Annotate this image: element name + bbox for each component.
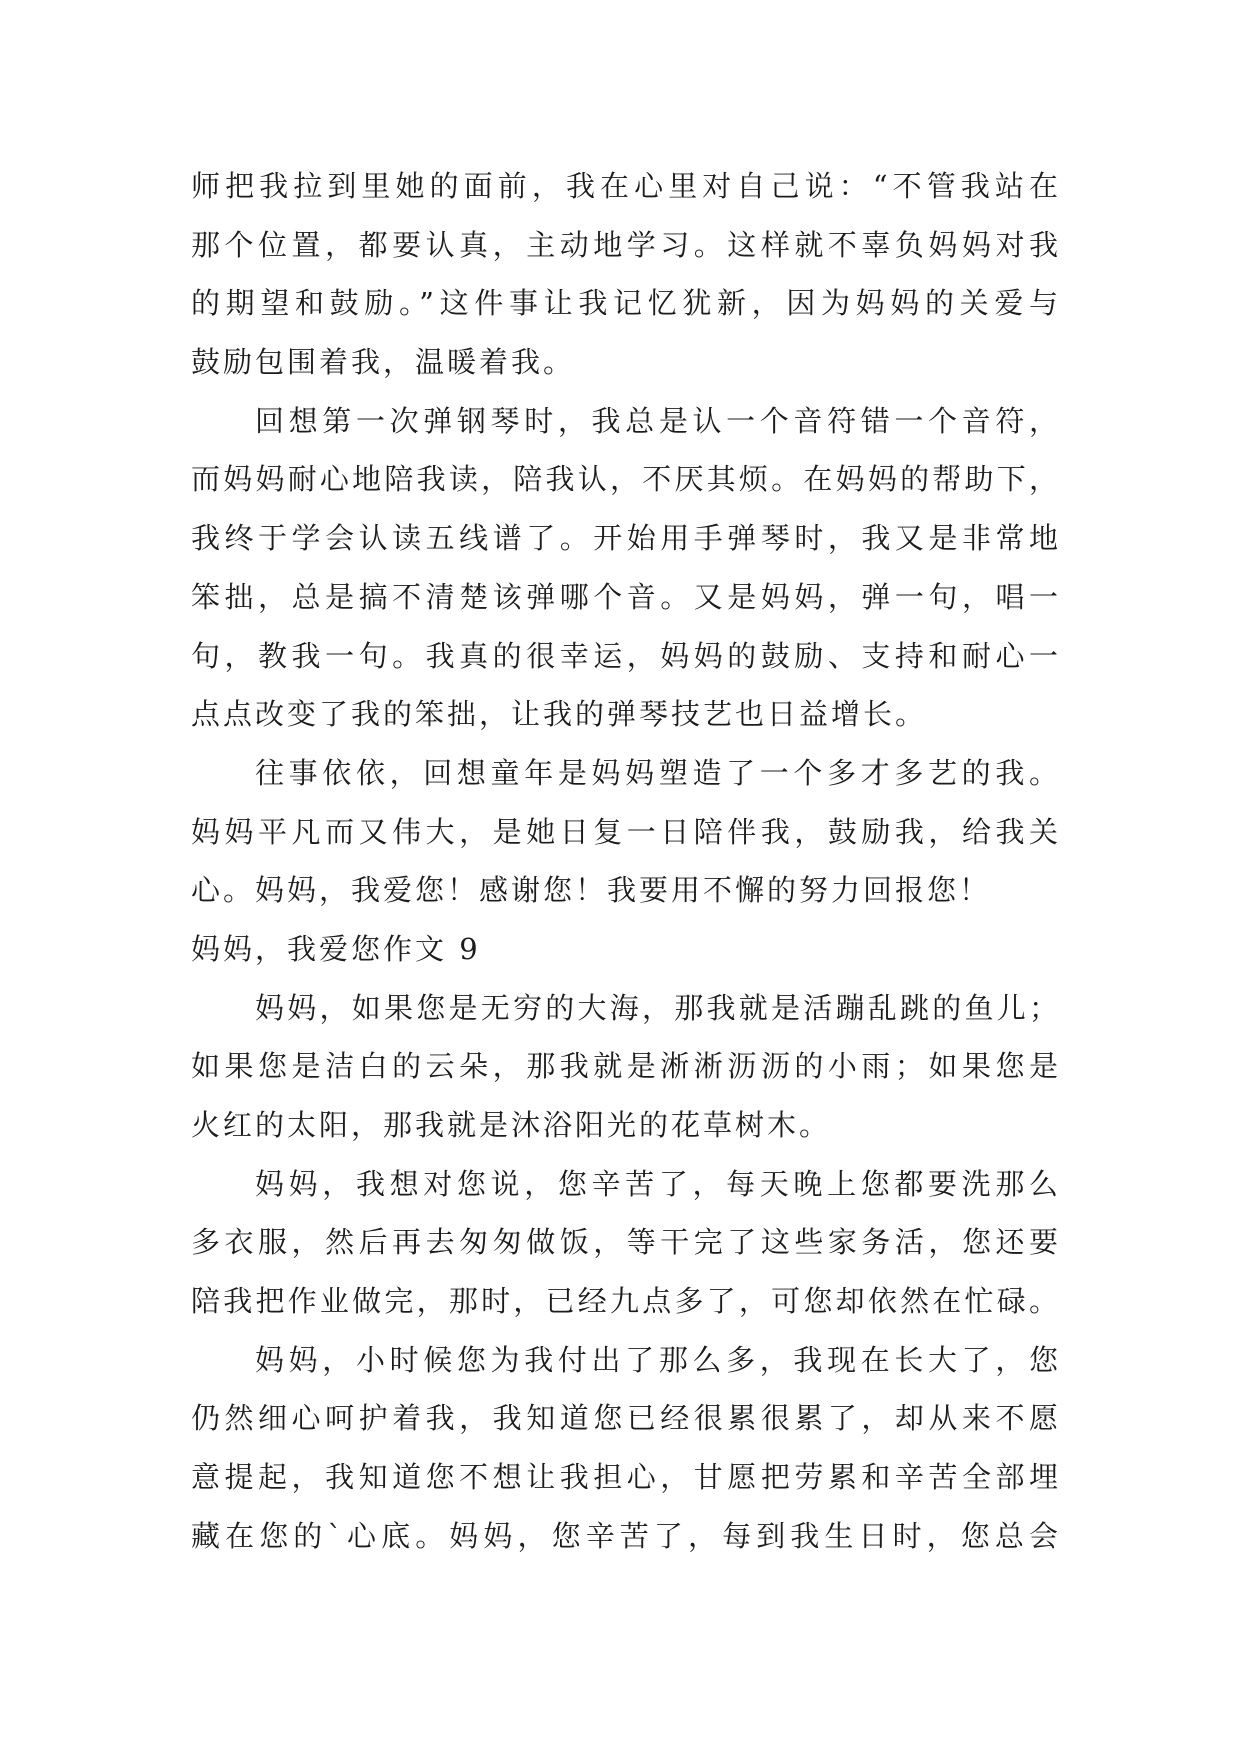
text-line: 妈妈平凡而又伟大，是她日复一日陪伴我，鼓励我，给我关 xyxy=(191,814,1061,849)
text-line: 意提起，我知道您不想让我担心，甘愿把劳累和辛苦全部埋 xyxy=(191,1460,1061,1495)
text-line: 鼓励包围着我，温暖着我。 xyxy=(191,345,576,380)
text-line: 点点改变了我的笨拙，让我的弹琴技艺也日益增长。 xyxy=(191,697,928,732)
text-line: 笨拙，总是搞不清楚该弹哪个音。又是妈妈，弹一句，唱一 xyxy=(191,579,1061,614)
paragraph xyxy=(191,1155,1061,1331)
text-line: 的期望和鼓励。”这件事让我记忆犹新，因为妈妈的关爱与 xyxy=(191,286,1061,321)
paragraph xyxy=(191,979,1061,1155)
paragraph xyxy=(191,392,1061,744)
text-line: 句，教我一句。我真的很幸运，妈妈的鼓励、支持和耐心一 xyxy=(191,638,1061,673)
text-line: 多衣服，然后再去匆匆做饭，等干完了这些家务活，您还要 xyxy=(191,1225,1061,1260)
section-heading: 妈妈，我爱您作文 9 xyxy=(191,931,481,966)
text-line: 那个位置，都要认真，主动地学习。这样就不辜负妈妈对我 xyxy=(191,227,1061,262)
text-line: 妈妈，如果您是无穷的大海，那我就是活蹦乱跳的鱼儿； xyxy=(255,990,1061,1025)
text-line: 陪我把作业做完，那时，已经九点多了，可您却依然在忙碌。 xyxy=(191,1284,1061,1319)
text-line: 火红的太阳，那我就是沐浴阳光的花草树木。 xyxy=(191,1108,832,1142)
text-line: 仍然细心呵护着我，我知道您已经很累很累了，却从来不愿 xyxy=(191,1401,1061,1436)
text-line: 师把我拉到里她的面前，我在心里对自己说：“不管我站在 xyxy=(191,169,1061,203)
text-line: 心。妈妈，我爱您！感谢您！我要用不懈的努力回报您！ xyxy=(191,873,992,908)
text-line: 妈妈，我想对您说，您辛苦了，每天晚上您都要洗那么 xyxy=(255,1166,1061,1201)
text-line: 如果您是洁白的云朵，那我就是淅淅沥沥的小雨；如果您是 xyxy=(191,1049,1061,1084)
paragraph xyxy=(191,744,1061,920)
text-line: 藏在您的`心底。妈妈，您辛苦了，每到我生日时，您总会 xyxy=(191,1518,1061,1553)
text-line: 而妈妈耐心地陪我读，陪我认，不厌其烦。在妈妈的帮助下， xyxy=(191,462,1061,497)
text-line: 妈妈，小时候您为我付出了那么多，我现在长大了，您 xyxy=(255,1342,1061,1377)
text-line: 我终于学会认读五线谱了。开始用手弹琴时，我又是非常地 xyxy=(191,521,1061,556)
text-line: 往事依依，回想童年是妈妈塑造了一个多才多艺的我。 xyxy=(255,755,1061,790)
paragraph xyxy=(191,1331,1061,1566)
paragraph xyxy=(191,157,1061,392)
text-line: 回想第一次弹钢琴时，我总是认一个音符错一个音符， xyxy=(255,403,1061,438)
document-body xyxy=(191,157,1061,1566)
